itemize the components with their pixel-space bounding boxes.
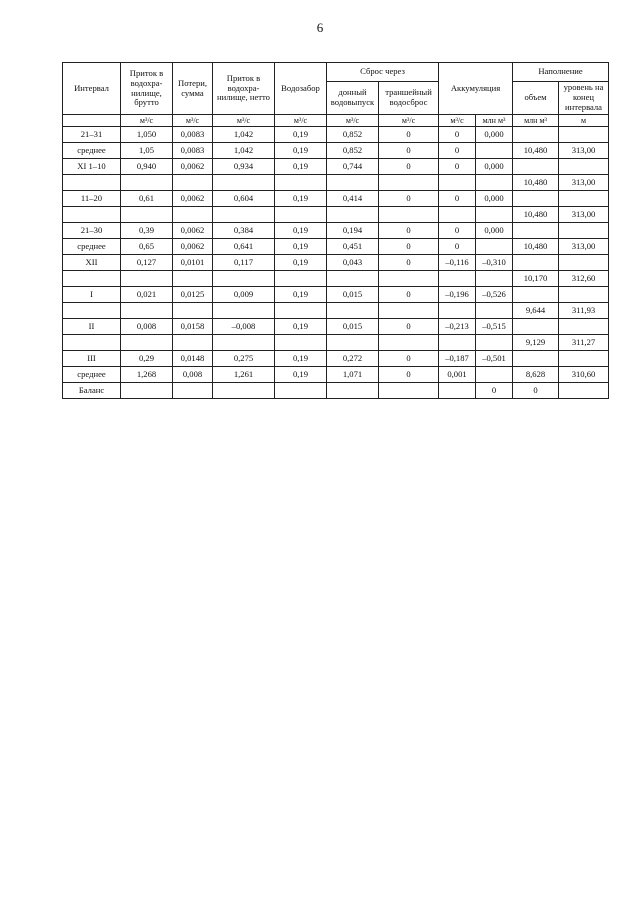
units-cell: м [559,115,609,127]
table-row [63,175,609,191]
table-cell: 0,39 [121,223,173,239]
table-cell: 0,641 [213,239,275,255]
table-cell [63,271,121,287]
table-cell: 0 [379,319,439,335]
table-cell [476,303,513,319]
table-row [63,271,609,287]
table-cell [476,143,513,159]
table-cell: 0 [439,191,476,207]
table-cell: 0,29 [121,351,173,367]
header-interval: Интервал [63,63,121,115]
table-cell: 9,129 [513,335,559,351]
table-cell [327,383,379,399]
table-cell: 1,042 [213,143,275,159]
table-cell [379,271,439,287]
table-cell: среднее [63,239,121,255]
table-cell [173,383,213,399]
table-cell [121,335,173,351]
page-number: 6 [316,20,324,35]
table-cell [559,223,609,239]
table-cell: –0,116 [439,255,476,271]
table-cell [63,303,121,319]
table-cell [439,335,476,351]
table-cell [173,303,213,319]
header-inflow-net: Приток в водохра-нилище, нетто [213,63,275,115]
table-cell [327,207,379,223]
table-cell [327,271,379,287]
table-cell [275,207,327,223]
table-cell [275,303,327,319]
table-row [63,255,609,271]
table-cell: 21–30 [63,223,121,239]
table-cell: 0,0158 [173,319,213,335]
table-cell: 0,604 [213,191,275,207]
table-cell: XI 1–10 [63,159,121,175]
table-cell [476,335,513,351]
table-cell: 0,0062 [173,191,213,207]
table-row [63,159,609,175]
table-cell: 313,00 [559,143,609,159]
table-cell: 0,000 [476,127,513,143]
table-cell: 0 [379,223,439,239]
table-cell: –0,515 [476,319,513,335]
table-cell: 313,00 [559,175,609,191]
table-cell: 0,0062 [173,239,213,255]
units-cell: м³/с [121,115,173,127]
table-cell [379,175,439,191]
table-cell [173,175,213,191]
table-cell: 0,001 [439,367,476,383]
table-cell: –0,187 [439,351,476,367]
table-cell: 0,852 [327,127,379,143]
table-cell [439,175,476,191]
units-cell: м³/с [379,115,439,127]
table-cell: 0,19 [275,239,327,255]
table-cell [121,303,173,319]
table-cell: 10,170 [513,271,559,287]
table-cell [439,303,476,319]
water-balance-table [62,62,609,399]
table-cell: Баланс [63,383,121,399]
table-cell: 0,19 [275,351,327,367]
table-cell: 0 [439,223,476,239]
units-cell: млн м³ [513,115,559,127]
table-cell: 0 [439,159,476,175]
table-cell [327,335,379,351]
table-cell: 312,60 [559,271,609,287]
units-row [63,115,609,127]
table-cell: –0,310 [476,255,513,271]
table-cell [559,191,609,207]
table-cell [173,335,213,351]
table-cell: 0 [439,239,476,255]
table-cell: 0 [476,383,513,399]
header-accumulation: Аккумуляция [439,63,513,115]
table-cell: 1,268 [121,367,173,383]
table-cell: 0,000 [476,223,513,239]
table-cell: 0,021 [121,287,173,303]
table-cell [559,127,609,143]
table-row [63,303,609,319]
table-cell [213,271,275,287]
table-cell: 0,0148 [173,351,213,367]
table-cell [173,207,213,223]
table-cell [513,287,559,303]
table-cell: 0,934 [213,159,275,175]
table-cell: 0 [379,239,439,255]
table-cell [213,335,275,351]
table-cell [213,207,275,223]
table-cell [379,335,439,351]
table-cell: 0 [439,143,476,159]
table-cell: 10,480 [513,175,559,191]
table-cell: 0 [379,255,439,271]
table-cell [559,383,609,399]
header-level: уровень на конец интервала [559,82,609,115]
table-cell: 0,117 [213,255,275,271]
table-cell: 0,19 [275,255,327,271]
table-cell [379,207,439,223]
units-cell: млн м³ [476,115,513,127]
table-cell [63,175,121,191]
table-row [63,335,609,351]
table-cell: I [63,287,121,303]
table-cell: 11–20 [63,191,121,207]
table-cell [121,175,173,191]
table-cell: 0,0083 [173,127,213,143]
table-cell: 311,27 [559,335,609,351]
table-cell: 0,19 [275,159,327,175]
table-cell: 0,384 [213,223,275,239]
table-cell: 310,60 [559,367,609,383]
table-cell [476,175,513,191]
table-cell [275,383,327,399]
table-cell [121,207,173,223]
table-cell: 0,19 [275,143,327,159]
table-cell: 0 [379,191,439,207]
table-cell: 0,000 [476,159,513,175]
table-cell [439,383,476,399]
table-row [63,143,609,159]
table-cell [327,175,379,191]
table-cell [121,383,173,399]
table-cell: 0,0062 [173,159,213,175]
table-cell [63,207,121,223]
table-cell: 0,19 [275,127,327,143]
table-cell [559,319,609,335]
table-cell: 0,19 [275,367,327,383]
table-cell [559,287,609,303]
table-cell: 0 [439,127,476,143]
table-row [63,383,609,399]
table-cell: 0,008 [121,319,173,335]
table-cell: 0,0062 [173,223,213,239]
table-cell [213,303,275,319]
table-cell: 9,644 [513,303,559,319]
table-cell: 0,008 [173,367,213,383]
table-cell: 21–31 [63,127,121,143]
table-cell: 1,071 [327,367,379,383]
table-cell: 1,050 [121,127,173,143]
table-cell: 0,272 [327,351,379,367]
table-cell: 0,0125 [173,287,213,303]
table-cell: 1,042 [213,127,275,143]
table-row [63,319,609,335]
table-cell [513,127,559,143]
table-cell [213,175,275,191]
table-cell [513,223,559,239]
table-cell: 8,628 [513,367,559,383]
table-cell: 0,015 [327,287,379,303]
table-cell: 0,043 [327,255,379,271]
table-cell [513,255,559,271]
table-cell [513,351,559,367]
table-row [63,239,609,255]
table-cell [559,255,609,271]
table-cell: III [63,351,121,367]
table-cell: –0,501 [476,351,513,367]
table-cell [476,271,513,287]
table-cell [327,303,379,319]
table-body [63,115,609,399]
table-row [63,367,609,383]
table-cell: 0 [379,143,439,159]
table-cell: 0 [379,127,439,143]
table-cell [213,383,275,399]
units-cell: м³/с [275,115,327,127]
table-cell [275,335,327,351]
table-cell [275,271,327,287]
table-cell: –0,213 [439,319,476,335]
table-cell [379,303,439,319]
header-volume: объем [513,82,559,115]
table-cell: 0,61 [121,191,173,207]
header-losses: Потери, сумма [173,63,213,115]
header-inflow-gross: Приток в водохра-нилище, брутто [121,63,173,115]
table-cell: 1,261 [213,367,275,383]
units-cell: м³/с [213,115,275,127]
table-cell: 0,19 [275,319,327,335]
table-cell: 10,480 [513,239,559,255]
table-cell: 313,00 [559,239,609,255]
table-cell: 0,19 [275,223,327,239]
table-cell: 1,05 [121,143,173,159]
table-cell: –0,008 [213,319,275,335]
table-cell: 0,451 [327,239,379,255]
table-cell: 0,19 [275,287,327,303]
table-cell: 311,93 [559,303,609,319]
table-cell: 0,194 [327,223,379,239]
table-cell: 0 [513,383,559,399]
table-cell [513,159,559,175]
table-cell [275,175,327,191]
table-row [63,351,609,367]
table-cell: 0 [379,351,439,367]
table-cell: среднее [63,367,121,383]
table-cell: 0,0083 [173,143,213,159]
table-cell: XII [63,255,121,271]
table-cell: 10,480 [513,207,559,223]
table-cell: –0,196 [439,287,476,303]
table-row [63,287,609,303]
table-cell: 0 [379,367,439,383]
table-cell [513,319,559,335]
table-cell [63,335,121,351]
table-cell [476,367,513,383]
table-cell [513,191,559,207]
units-cell [63,115,121,127]
table-cell: 0,19 [275,191,327,207]
table-row [63,223,609,239]
table-cell [559,351,609,367]
table-cell: 0,0101 [173,255,213,271]
units-cell: м³/с [439,115,476,127]
table-cell [121,271,173,287]
table-cell [379,383,439,399]
header-bottom-outlet: донный водовыпуск [327,82,379,115]
header-withdrawal: Водозабор [275,63,327,115]
units-cell: м³/с [327,115,379,127]
table-cell: 0,65 [121,239,173,255]
header-trench-spillway: траншейный водосброс [379,82,439,115]
table-cell: 313,00 [559,207,609,223]
table-cell [439,271,476,287]
table-row [63,191,609,207]
table-cell [173,271,213,287]
header-filling: Наполнение [513,63,609,82]
table-cell: 0,414 [327,191,379,207]
table-cell: 0,275 [213,351,275,367]
table-row [63,207,609,223]
table-cell: 0 [379,287,439,303]
table-cell: 0,009 [213,287,275,303]
table-cell: 10,480 [513,143,559,159]
table-cell: –0,526 [476,287,513,303]
table-cell: II [63,319,121,335]
table-cell [476,239,513,255]
table-cell: 0,000 [476,191,513,207]
table-cell [439,207,476,223]
units-cell: м³/с [173,115,213,127]
table-cell [476,207,513,223]
table-cell: 0,852 [327,143,379,159]
table-cell [559,159,609,175]
table-cell: 0,744 [327,159,379,175]
table-cell: среднее [63,143,121,159]
table-cell: 0,940 [121,159,173,175]
table-cell: 0 [379,159,439,175]
table-row [63,127,609,143]
header-discharge: Сброс через [327,63,439,82]
table-cell: 0,015 [327,319,379,335]
table-cell: 0,127 [121,255,173,271]
